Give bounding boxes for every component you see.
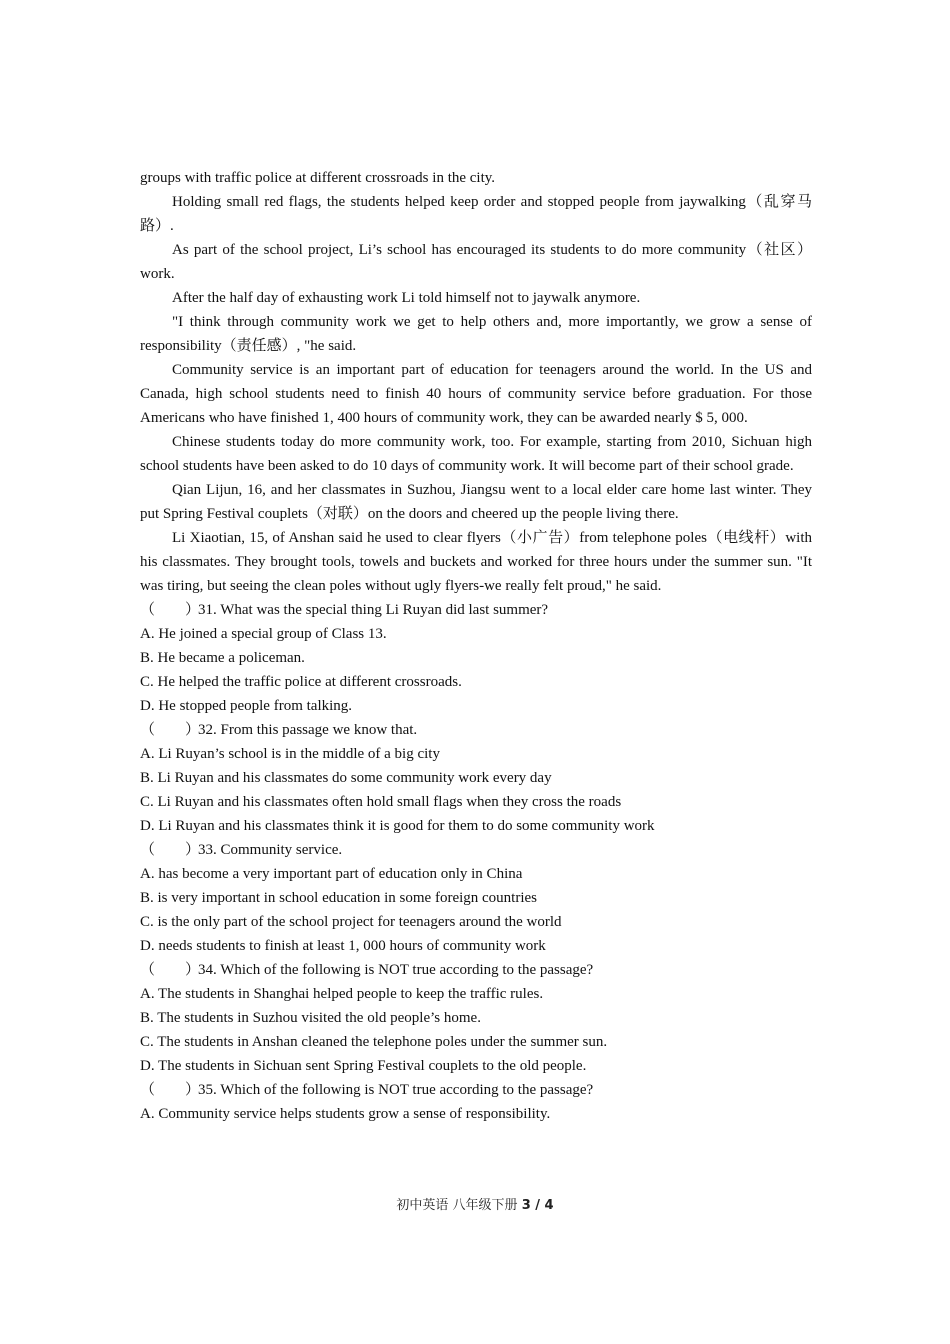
passage-paragraph: As part of the school project, Li’s school has encouraged its students to do more community（社区）work. [140,242,812,282]
option-b: B. is very important in school education in some foreign countries [140,890,538,906]
option-a: A. Li Ruyan’s school is in the middle of a big city [140,746,440,762]
option-a: A. Community service helps students grow a sense of responsibility. [140,1106,551,1122]
question-stem [140,1078,812,1102]
passage-paragraph: Li Xiaotian, 15, of Anshan said he used to clear flyers（小广告）from telephone poles（电线杆）with his classmates. They brought tools, towels and buckets and worked for three hours under the summer sun. "It was tiring, but seeing the clean poles without ugly flyers-we really felt proud," he said. [140,530,812,594]
option-d: D. The students in Sichuan sent Spring Festival couplets to the old people. [140,1058,587,1074]
option-c: C. Li Ruyan and his classmates often hold small flags when they cross the roads [140,794,622,810]
question-stem [140,598,812,622]
passage-paragraph: groups with traffic police at different crossroads in the city. [140,170,496,186]
option-d: D. needs students to finish at least 1, 000 hours of community work [140,938,546,954]
question-stem [140,838,812,862]
answer-blank[interactable]: （ ） [140,602,201,618]
passage-paragraph: Holding small red flags, the students helped keep order and stopped people from jaywalking（乱穿马路）. [140,194,812,234]
page-number: 3 / 4 [521,1198,554,1213]
question-35 [140,1078,812,1126]
option-c: C. is the only part of the school project for teenagers around the world [140,914,562,930]
question-text: 35. Which of the following is NOT true according to the passage? [198,1082,594,1098]
question-text: 33. Community service. [198,842,343,858]
passage-paragraph: Chinese students today do more community work, too. For example, starting from 2010, Sichuan high school students have been asked to do 10 days of community work. It will become part of their school grade. [140,434,812,474]
question-31 [140,598,812,718]
reading-passage [140,166,812,598]
question-list [140,598,812,1126]
option-a: A. has become a very important part of education only in China [140,866,523,882]
option-d: D. He stopped people from talking. [140,698,353,714]
question-32 [140,718,812,838]
option-b: B. Li Ruyan and his classmates do some community work every day [140,770,552,786]
page-footer [0,1194,950,1213]
answer-blank[interactable]: （ ） [140,722,201,738]
question-text: 32. From this passage we know that. [198,722,418,738]
document-page [140,166,812,1126]
passage-paragraph: "I think through community work we get to help others and, more importantly, we grow a sense of responsibility（责任感）, "he said. [140,314,812,354]
footer-label: 初中英语 八年级下册 [396,1198,518,1213]
option-a: A. The students in Shanghai helped people to keep the traffic rules. [140,986,544,1002]
question-text: 34. Which of the following is NOT true according to the passage? [198,962,594,978]
option-c: C. He helped the traffic police at different crossroads. [140,674,462,690]
option-b: B. He became a policeman. [140,650,305,666]
passage-paragraph: Qian Lijun, 16, and her classmates in Suzhou, Jiangsu went to a local elder care home last winter. They put Spring Festival couplets（对联）on the doors and cheered up the people living there. [140,482,812,522]
question-stem [140,958,812,982]
question-stem [140,718,812,742]
question-33 [140,838,812,958]
question-text: 31. What was the special thing Li Ruyan did last summer? [198,602,549,618]
option-a: A. He joined a special group of Class 13. [140,626,387,642]
passage-paragraph: After the half day of exhausting work Li told himself not to jaywalk anymore. [172,290,641,306]
option-d: D. Li Ruyan and his classmates think it is good for them to do some community work [140,818,655,834]
question-34 [140,958,812,1078]
option-c: C. The students in Anshan cleaned the telephone poles under the summer sun. [140,1034,608,1050]
answer-blank[interactable]: （ ） [140,962,201,978]
answer-blank[interactable]: （ ） [140,1082,201,1098]
option-b: B. The students in Suzhou visited the old people’s home. [140,1010,481,1026]
answer-blank[interactable]: （ ） [140,842,201,858]
passage-paragraph: Community service is an important part of education for teenagers around the world. In the US and Canada, high school students need to finish 40 hours of community service before graduation. For those Americans who have finished 1, 400 hours of community work, they can be awarded nearly $ 5, 000. [140,362,812,426]
